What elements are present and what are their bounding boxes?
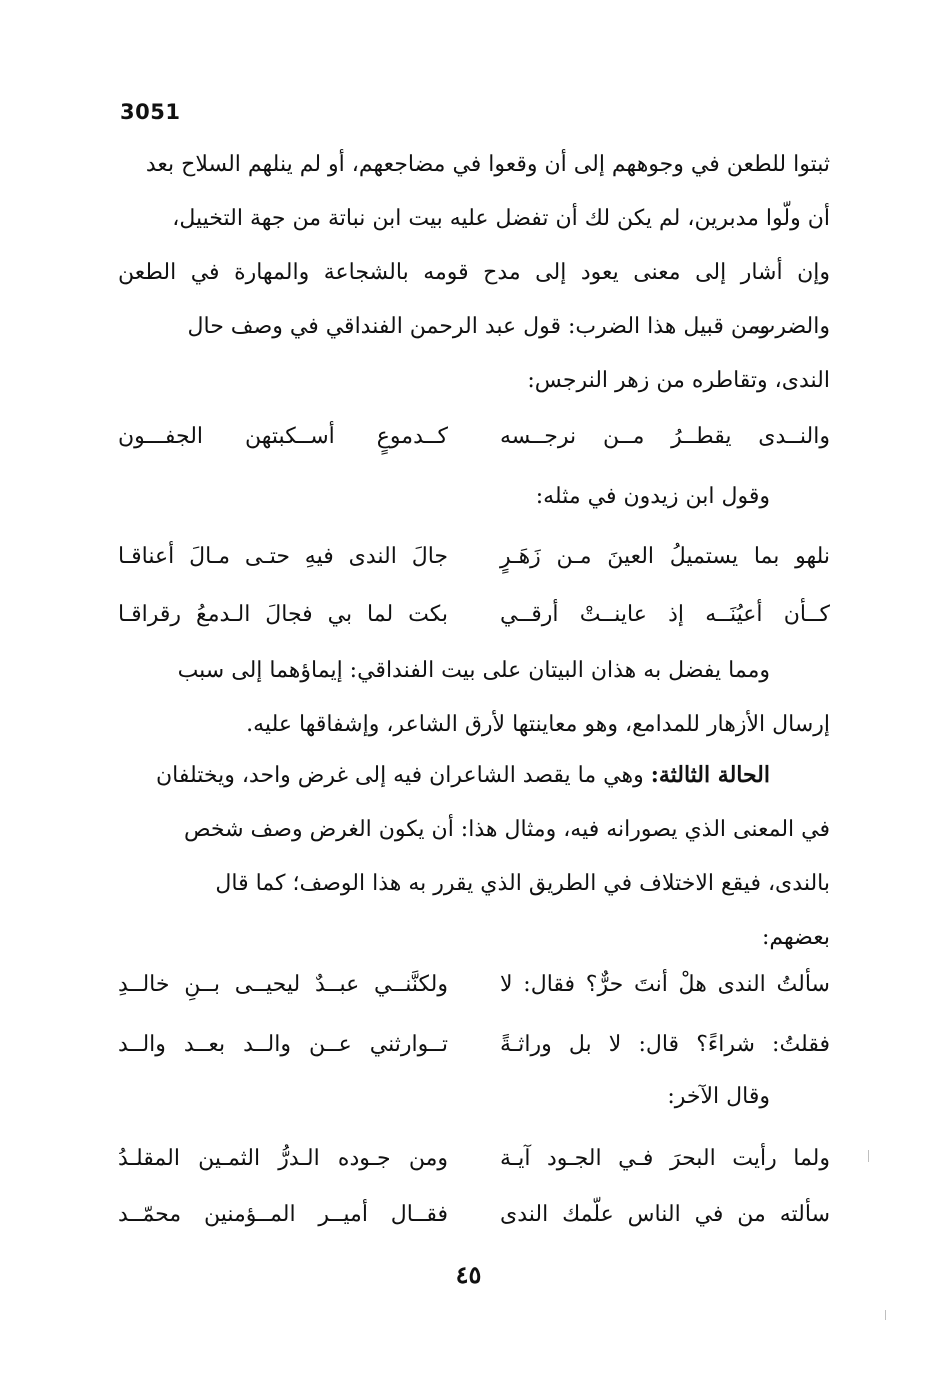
scan-speck <box>868 1150 869 1162</box>
paragraph-block-akhar <box>118 1070 830 1124</box>
text-line: ثبتوا للطعن في وجوههم إلى أن وقعوا في مضاجعهم، أو لم ينلهم السلاح بعد <box>145 152 830 177</box>
text-line: بالندى، فيقع الاختلاف في الطريق الذي يقرر به هذا الوصف؛ كما قال <box>215 871 830 896</box>
verse-line <box>118 1018 830 1072</box>
verse-line <box>118 410 830 464</box>
verse-hemistich-left: ولكنَّنــي عبــدٌ ليحيــى بــنِ خالــدِ <box>118 972 448 997</box>
paragraph-block-4 <box>118 748 830 965</box>
paragraph-block-zaydun <box>118 470 830 524</box>
verse-line <box>118 530 830 584</box>
verse-line <box>118 958 830 1012</box>
verse-hemistich-left: كــدموعٍ أســكبتهن الجفـــون <box>118 424 448 449</box>
text-line: إرسال الأزهار للمدامع، وهو معاينتها لأرق الشاعر، وإشفاقها عليه. <box>246 712 830 737</box>
verse-hemistich-right: فقلتُ: شراءً؟ قال: لا بل وراثـةً <box>500 1032 830 1057</box>
verse-hemistich-right: كــأن أعيُنَــه إذ عاينــتْ أرقــي <box>500 602 830 627</box>
verse-hemistich-right: نلهو بما يستميلُ العينَ مـن زَهَـرٍ <box>500 544 830 569</box>
text-line: أن ولّوا مدبرين، لم يكن لك أن تفضل عليه بيت ابن نباتة من جهة التخييل، <box>172 206 830 231</box>
paragraph-block-2 <box>118 300 830 408</box>
text-line: وإن أشار إلى معنى يعود إلى مدح قومه بالشجاعة والمهارة في الطعن والضرب. <box>118 260 830 339</box>
text-line: في المعنى الذي يصورانه فيه، ومثال هذا: أن يكون الغرض وصف شخص <box>183 817 830 842</box>
text-span: وهي ما يقصد الشاعران فيه إلى غرض واحد، ويختلفان <box>155 763 651 788</box>
text-line: وقول ابن زيدون في مثله: <box>535 484 770 509</box>
paragraph-block-3 <box>118 644 830 752</box>
verse-hemistich-right: سألتُ الندى هلْ أنتَ حرٌّ؟ فقال: لا <box>500 972 830 997</box>
verse-line <box>118 588 830 642</box>
verse-hemistich-left: جالَ الندى فيهِ حتـى مـالَ أعناقـا <box>118 544 448 569</box>
page-number-top: 3051 <box>120 100 181 124</box>
verse-hemistich-left: بكت لما بي فجالَ الـدمعُ رقراقـا <box>118 602 448 627</box>
verse-hemistich-left: تــوارثني عــن والــد بعــد والــد <box>118 1032 448 1057</box>
verse-hemistich-right: سألته من في الناس علّمك الندى <box>500 1202 830 1227</box>
verse-hemistich-left: ومن جـوده الـدرُّ الثمـين المقلـدُ <box>118 1146 448 1171</box>
text-line: بعضهم: <box>761 925 830 950</box>
scan-speck <box>885 1310 886 1320</box>
text-line: ومما يفضل به هذان البيتان على بيت الفنداقي: إيماؤهما إلى سبب <box>177 658 770 683</box>
verse-hemistich-right: والنــدى يقطــرُ مــن نرجــسه <box>500 424 830 449</box>
text-line: ومن قبيل هذا الضرب: قول عبد الرحمن الفنداقي في وصف حال <box>187 314 770 339</box>
verse-hemistich-left: فقــال أميــر المــؤمنين محمّــد <box>118 1202 448 1227</box>
page-number-bottom: ٤٥ <box>455 1260 482 1289</box>
text-line <box>118 748 830 803</box>
verse-line <box>118 1132 830 1186</box>
text-line: الندى، وتقاطره من زهر النرجس: <box>527 368 830 393</box>
verse-hemistich-right: ولما رأيت البحرَ فـي الجـود آيـة <box>500 1146 830 1171</box>
section-heading: الحالة الثالثة: <box>650 762 770 788</box>
verse-line <box>118 1188 830 1242</box>
text-line: وقال الآخر: <box>667 1084 770 1109</box>
